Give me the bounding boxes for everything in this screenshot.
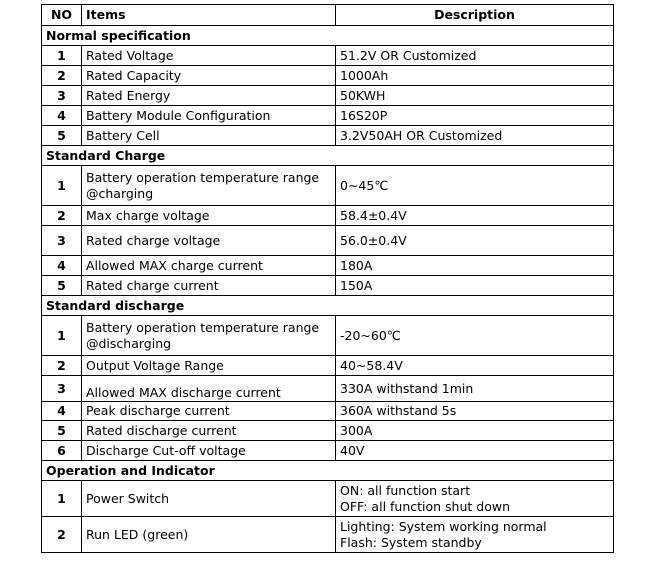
row-no: 1 [42,166,82,206]
row-desc: 180A [336,256,614,276]
row-no: 4 [42,106,82,126]
row-no: 3 [42,376,82,402]
row-no: 6 [42,441,82,461]
row-no: 1 [42,481,82,517]
row-desc: 50KWH [336,86,614,106]
row-no: 2 [42,66,82,86]
table-row [42,376,614,402]
row-desc: 0~45℃ [336,166,614,206]
row-no: 1 [42,46,82,66]
row-item: Output Voltage Range [82,356,336,376]
section-title: Operation and Indicator [42,461,614,481]
table-row [42,356,614,376]
table-row [42,126,614,146]
header-description: Description [336,5,614,26]
row-desc: 1000Ah [336,66,614,86]
row-item-line: Battery operation temperature range [86,169,320,185]
row-desc-line: Flash: System standby [340,534,482,550]
table-row [42,106,614,126]
section-row [42,26,614,46]
row-item: Allowed MAX charge current [82,256,336,276]
row-desc: 40~58.4V [336,356,614,376]
table-row [42,86,614,106]
row-desc [336,481,614,517]
row-no: 3 [42,86,82,106]
header-no: NO [42,5,82,26]
table-row [42,402,614,421]
table-row [42,421,614,441]
row-no: 4 [42,402,82,421]
row-desc: 330A withstand 1min [336,376,614,402]
row-desc: 300A [336,421,614,441]
table-row [42,66,614,86]
row-no: 5 [42,276,82,296]
row-item [82,316,336,356]
row-item: Allowed MAX discharge current [82,376,336,402]
row-no: 3 [42,226,82,256]
table-row [42,46,614,66]
row-item-line: Battery operation temperature range [86,319,320,335]
row-desc: 58.4±0.4V [336,206,614,226]
row-item: Peak discharge current [82,402,336,421]
row-desc-line: ON: all function start [340,482,471,498]
row-item [82,166,336,206]
row-item: Battery Cell [82,126,336,146]
section-title: Standard discharge [42,296,614,316]
row-item: Max charge voltage [82,206,336,226]
row-desc: 3.2V50AH OR Customized [336,126,614,146]
row-no: 4 [42,256,82,276]
row-item: Rated discharge current [82,421,336,441]
row-desc-line: OFF: all function shut down [340,498,511,514]
section-title: Normal specification [42,26,614,46]
section-title: Standard Charge [42,146,614,166]
row-no: 1 [42,316,82,356]
table-row [42,481,614,517]
header-row [42,5,614,26]
row-desc: 56.0±0.4V [336,226,614,256]
row-item-line: @discharging [86,335,172,351]
row-item: Rated charge current [82,276,336,296]
row-desc: -20~60℃ [336,316,614,356]
table-row [42,256,614,276]
row-desc: 360A withstand 5s [336,402,614,421]
row-item: Power Switch [82,481,336,517]
row-item-line: @charging [86,185,154,201]
row-no: 2 [42,206,82,226]
row-item: Rated Voltage [82,46,336,66]
table-row [42,276,614,296]
row-item: Rated Capacity [82,66,336,86]
row-desc: 51.2V OR Customized [336,46,614,66]
row-desc [336,517,614,553]
row-no: 2 [42,517,82,553]
section-row [42,146,614,166]
table-row [42,166,614,206]
row-item: Rated charge voltage [82,226,336,256]
row-desc: 16S20P [336,106,614,126]
row-no: 5 [42,126,82,146]
table-row [42,517,614,553]
table-row [42,316,614,356]
spec-table [41,4,614,553]
row-desc: 150A [336,276,614,296]
row-no: 2 [42,356,82,376]
row-item: Battery Module Configuration [82,106,336,126]
row-item: Discharge Cut-off voltage [82,441,336,461]
row-desc: 40V [336,441,614,461]
header-items: Items [82,5,336,26]
table-row [42,441,614,461]
row-item: Rated Energy [82,86,336,106]
table-row [42,226,614,256]
table-row [42,206,614,226]
section-row [42,296,614,316]
row-no: 5 [42,421,82,441]
row-item: Run LED (green) [82,517,336,553]
row-desc-line: Lighting: System working normal [340,518,547,534]
section-row [42,461,614,481]
